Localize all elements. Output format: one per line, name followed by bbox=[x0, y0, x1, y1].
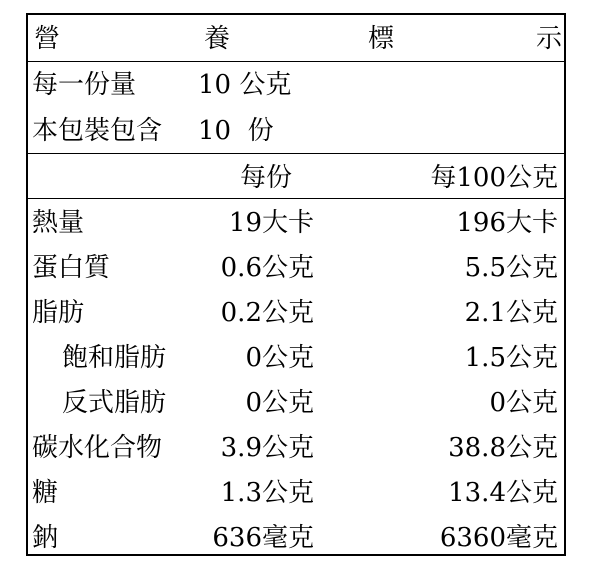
serving-size-value: 10 公克 bbox=[198, 70, 292, 100]
nutrient-per-100g: 0公克 bbox=[489, 388, 558, 418]
nutrient-per-serving: 3.9公克 bbox=[220, 433, 314, 463]
nutrition-label bbox=[26, 13, 566, 556]
nutrient-name: 糖 bbox=[32, 478, 59, 508]
nutrient-per-100g: 2.1公克 bbox=[464, 298, 558, 328]
nutrient-per-100g: 13.4公克 bbox=[448, 478, 558, 508]
nutrient-name: 鈉 bbox=[32, 523, 59, 553]
divider-2 bbox=[28, 153, 564, 154]
nutrient-name: 碳水化合物 bbox=[32, 433, 163, 463]
nutrient-per-serving: 0.6公克 bbox=[220, 253, 314, 283]
nutrient-per-serving: 19大卡 bbox=[228, 208, 314, 238]
divider-3 bbox=[28, 198, 564, 199]
nutrient-per-serving: 636毫克 bbox=[212, 523, 314, 553]
nutrient-per-100g: 5.5公克 bbox=[464, 253, 558, 283]
nutrient-name: 反式脂肪 bbox=[62, 388, 167, 418]
nutrient-per-100g: 6360毫克 bbox=[439, 523, 558, 553]
nutrient-per-100g: 196大卡 bbox=[456, 208, 558, 238]
nutrient-per-serving: 0公克 bbox=[245, 388, 314, 418]
nutrient-name: 脂肪 bbox=[32, 298, 85, 328]
divider-1 bbox=[28, 61, 564, 62]
nutrient-name: 飽和脂肪 bbox=[62, 343, 167, 373]
nutrient-name: 蛋白質 bbox=[32, 253, 111, 283]
servings-count-label: 本包裝包含 bbox=[32, 116, 163, 146]
title-char-1: 營 bbox=[34, 24, 61, 54]
nutrient-name: 熱量 bbox=[32, 208, 85, 238]
title-char-4: 示 bbox=[536, 24, 563, 54]
nutrient-per-serving: 1.3公克 bbox=[220, 478, 314, 508]
column-header-per-serving: 每份 bbox=[240, 163, 293, 193]
column-header-per-100g: 每100公克 bbox=[430, 163, 558, 193]
title-char-3: 標 bbox=[368, 24, 395, 54]
servings-count-value: 10 份 bbox=[198, 116, 274, 146]
nutrient-per-100g: 38.8公克 bbox=[448, 433, 558, 463]
nutrient-per-serving: 0公克 bbox=[245, 343, 314, 373]
title-char-2: 養 bbox=[204, 24, 231, 54]
nutrient-per-100g: 1.5公克 bbox=[464, 343, 558, 373]
serving-size-label: 每一份量 bbox=[32, 70, 137, 100]
nutrient-per-serving: 0.2公克 bbox=[220, 298, 314, 328]
